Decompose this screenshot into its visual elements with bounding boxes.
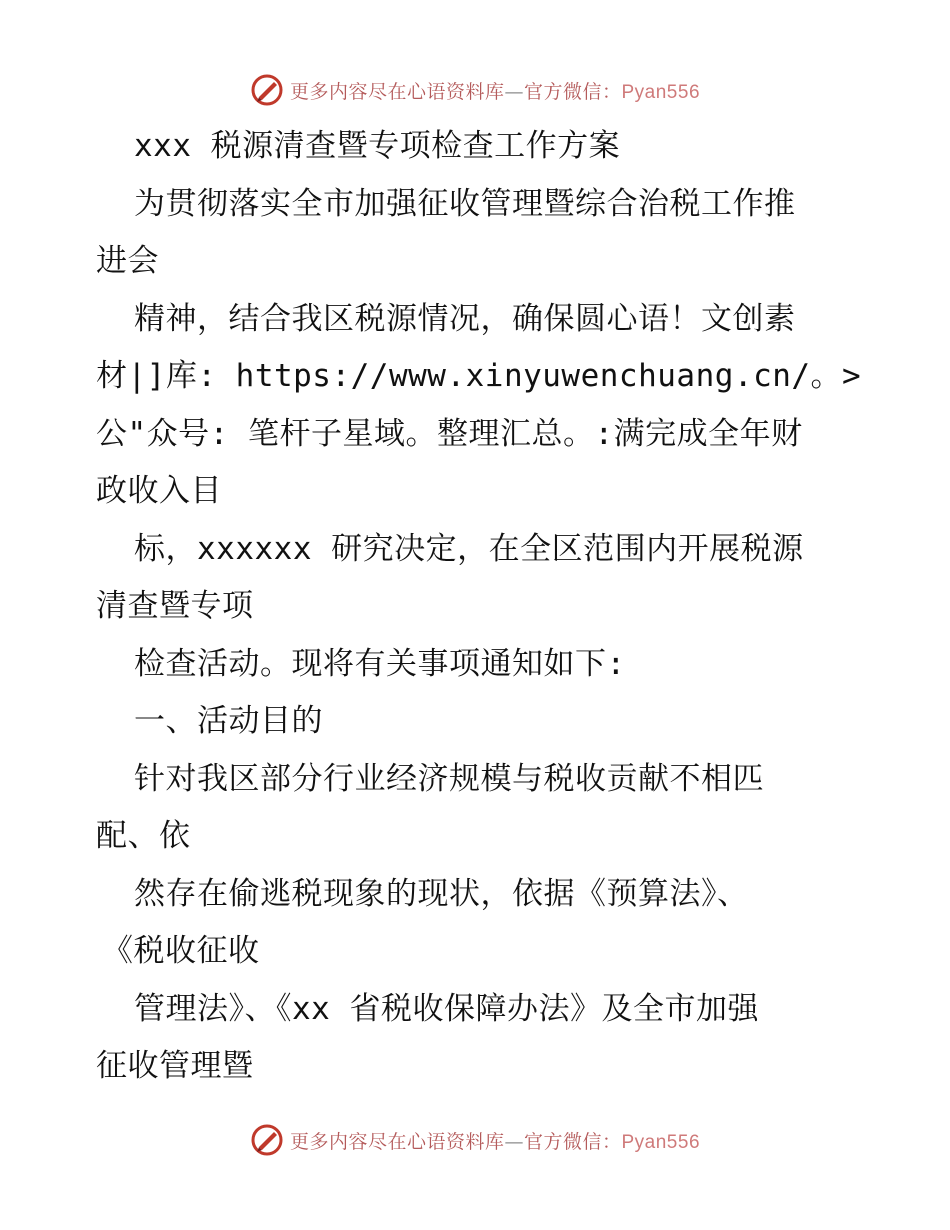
paragraph-line: 公"众号: 笔杆子星域。整理汇总。:满完成全年财 bbox=[96, 415, 803, 452]
paragraph-line: 针对我区部分行业经济规模与税收贡献不相匹 bbox=[134, 760, 764, 797]
paragraph-line: 《税收征收 bbox=[102, 933, 260, 969]
paragraph-line: 然存在偷逃税现象的现状，依据《预算法》、 bbox=[134, 875, 749, 912]
document-body bbox=[96, 118, 862, 1096]
paragraph-line: 政收入目 bbox=[96, 473, 222, 509]
footer-banner-text: 更多内容尽在心语资料库—官方微信：Pyan556 bbox=[289, 1130, 701, 1153]
paragraph-line: 检查活动。现将有关事项通知如下: bbox=[134, 645, 626, 682]
paragraph-line: 管理法》、《xx 省税收保障办法》及全市加强 bbox=[134, 990, 759, 1027]
paragraph-line: 标，xxxxxx 研究决定，在全区范围内开展税源 bbox=[134, 530, 804, 567]
document-title: xxx 税源清查暨专项检查工作方案 bbox=[134, 128, 621, 164]
paragraph-line: 进会 bbox=[96, 243, 159, 279]
paragraph-line: 清查暨专项 bbox=[96, 588, 254, 624]
header-watermark-banner bbox=[0, 70, 950, 110]
section-heading: 一、活动目的 bbox=[134, 703, 323, 739]
paragraph-line: 征收管理暨 bbox=[96, 1048, 254, 1084]
pen-logo-icon bbox=[250, 73, 284, 107]
paragraph-line: 精神，结合我区税源情况，确保圆心语！文创素 bbox=[134, 300, 796, 337]
pen-logo-icon bbox=[250, 1123, 284, 1157]
footer-watermark-banner bbox=[0, 1120, 950, 1160]
paragraph-line: 为贯彻落实全市加强征收管理暨综合治税工作推 bbox=[134, 185, 796, 222]
paragraph-line: 材|]库: https://www.xinyuwenchuang.cn/。> bbox=[96, 358, 862, 394]
paragraph-line: 配、依 bbox=[96, 818, 191, 854]
header-banner-text: 更多内容尽在心语资料库—官方微信：Pyan556 bbox=[289, 80, 701, 103]
